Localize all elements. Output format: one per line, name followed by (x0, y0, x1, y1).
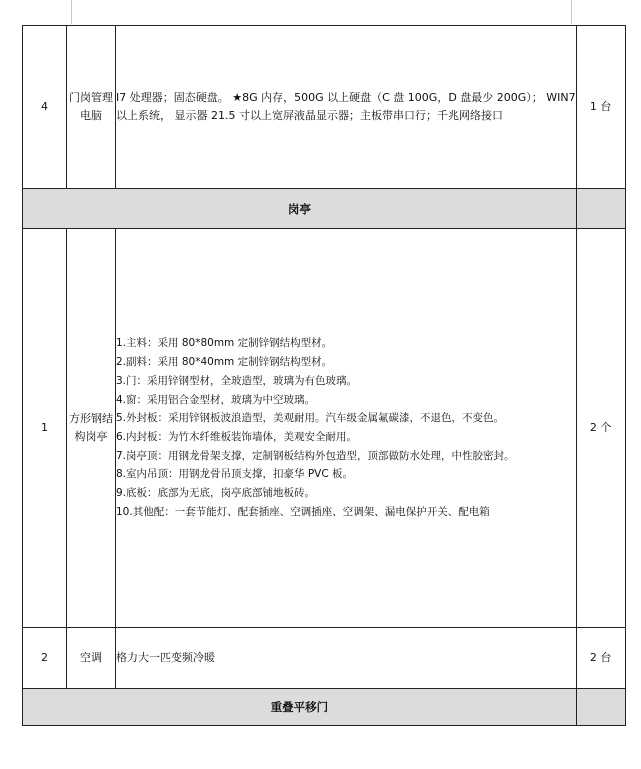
section-empty-cell (576, 689, 625, 726)
item-quantity: 1 台 (576, 26, 625, 189)
spec-item: 5.外封板：采用锌钢板波浪造型，美观耐用。汽车级金属氟碳漆，不退色，不变色。 (116, 412, 505, 425)
row-number: 4 (23, 26, 67, 189)
item-name: 门岗管理电脑 (67, 26, 116, 189)
equipment-spec-table (22, 25, 626, 726)
section-empty-cell (576, 189, 625, 229)
section-title: 岗亭 (23, 189, 577, 229)
section-header-row (23, 189, 626, 229)
item-quantity: 2 台 (576, 628, 625, 689)
spec-item: 4.窗：采用铝合金型材，玻璃为中空玻璃。 (116, 393, 316, 406)
spec-item: 2.副料：采用 80*40mm 定制锌钢结构型材。 (116, 356, 333, 369)
item-name: 空调 (67, 628, 116, 689)
table-row (23, 26, 626, 189)
item-name: 方形钢结构岗亭 (67, 229, 116, 628)
margin-mark-top-right (571, 0, 572, 24)
spec-item: 10.其他配：一套节能灯、配套插座、空调插座、空调架、漏电保护开关、配电箱 (116, 505, 490, 518)
section-header-row (23, 689, 626, 726)
spec-item: 7.岗亭顶：用钢龙骨架支撑，定制钢板结构外包造型，顶部做防水处理，中性胶密封。 (116, 449, 515, 462)
description-line: I7 处理器；固态硬盘。 ★8G 内存，500G 以上硬盘（C 盘 100G，D 盘最少 200G）； WIN7 (116, 91, 576, 104)
item-quantity: 2 个 (576, 229, 625, 628)
item-description: 格力大一匹变频冷暖 (116, 628, 577, 689)
row-number: 2 (23, 628, 67, 689)
spec-item: 6.内封板：为竹木纤维板装饰墙体，美观安全耐用。 (116, 431, 358, 443)
spec-item: 1.主料：采用 80*80mm 定制锌钢结构型材。 (116, 337, 333, 350)
description-line: 以上系统， 显示器 21.5 寸以上宽屏液晶显示器；主板带串口行；千兆网络接口 (116, 109, 503, 122)
spec-item: 3.门：采用锌钢型材，全玻造型，玻璃为有色玻璃。 (116, 374, 358, 387)
spec-item: 9.底板：底部为无底，岗亭底部铺地板砖。 (116, 487, 316, 500)
spec-item: 8.室内吊顶：用钢龙骨吊顶支撑，扣豪华 PVC 板。 (116, 468, 354, 481)
item-description (116, 26, 577, 189)
table-row (23, 628, 626, 689)
table-row (23, 229, 626, 628)
item-description (116, 229, 577, 628)
spec-list (116, 334, 576, 521)
row-number: 1 (23, 229, 67, 628)
margin-mark-top-left (71, 0, 72, 24)
section-title: 重叠平移门 (23, 689, 577, 726)
